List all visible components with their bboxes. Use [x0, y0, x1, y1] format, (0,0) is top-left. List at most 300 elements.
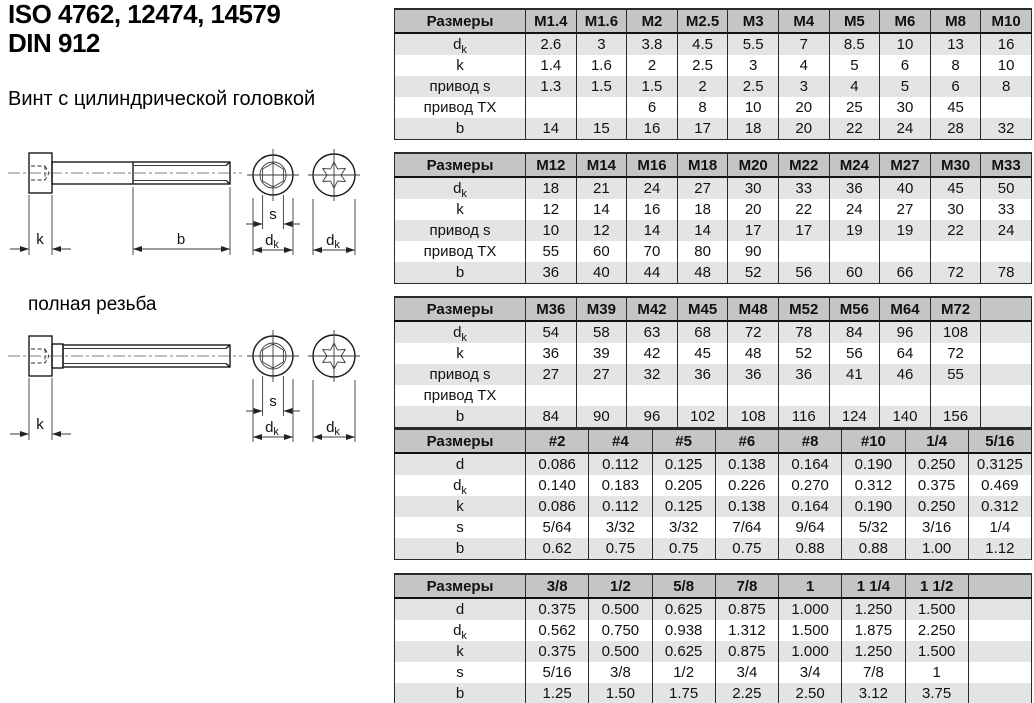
value-cell: 60	[829, 262, 880, 284]
value-cell	[968, 683, 1031, 703]
value-cell: 0.469	[968, 475, 1031, 496]
value-cell: 64	[880, 343, 931, 364]
dim-label-dk: $d_k$	[326, 419, 340, 438]
value-cell: 7/64	[715, 517, 778, 538]
size-column-header: M14	[576, 153, 627, 177]
hex-socket-end-view	[247, 330, 299, 382]
value-cell: 14	[677, 220, 728, 241]
table-row	[395, 406, 1032, 428]
value-cell: 2.25	[715, 683, 778, 703]
value-cell: 3/16	[905, 517, 968, 538]
table-metric-1	[394, 8, 1032, 140]
size-column-header	[981, 297, 1032, 321]
size-column-title: Размеры	[395, 429, 526, 453]
value-cell: 36	[728, 364, 779, 385]
value-cell: 22	[930, 220, 981, 241]
value-cell: 8	[930, 55, 981, 76]
size-column-header: M33	[981, 153, 1032, 177]
value-cell	[981, 241, 1032, 262]
value-cell: 3/8	[589, 662, 652, 683]
value-cell: 0.125	[652, 496, 715, 517]
value-cell	[981, 406, 1032, 428]
value-cell: 8	[677, 97, 728, 118]
value-cell: 2	[627, 55, 678, 76]
value-cell: 0.625	[652, 598, 715, 620]
value-cell: 0.226	[715, 475, 778, 496]
table-row	[395, 662, 1032, 683]
value-cell: 33	[778, 177, 829, 199]
value-cell: 3/4	[715, 662, 778, 683]
value-cell: 0.164	[779, 453, 842, 475]
value-cell: 68	[677, 321, 728, 343]
value-cell: 1.500	[905, 641, 968, 662]
value-cell: 17	[778, 220, 829, 241]
value-cell: 9/64	[779, 517, 842, 538]
screw-drawing-full-thread	[0, 328, 390, 448]
table-inch-1	[394, 428, 1032, 560]
value-cell	[930, 385, 981, 406]
value-cell	[968, 620, 1031, 641]
value-cell: 30	[880, 97, 931, 118]
value-cell: 1.4	[526, 55, 577, 76]
value-cell: 63	[627, 321, 678, 343]
table-row	[395, 262, 1032, 284]
value-cell: 19	[829, 220, 880, 241]
value-cell	[880, 241, 931, 262]
value-cell: 78	[778, 321, 829, 343]
size-column-header: M39	[576, 297, 627, 321]
size-column-header: #2	[526, 429, 589, 453]
dim-label-dk: $d_k$	[265, 232, 279, 251]
value-cell: 5.5	[728, 33, 779, 55]
value-cell: 0.75	[652, 538, 715, 560]
value-cell: 3.75	[905, 683, 968, 703]
size-column-header: M27	[880, 153, 931, 177]
dim-label-s: s	[269, 393, 277, 410]
value-cell: 1.500	[905, 598, 968, 620]
value-cell: 58	[576, 321, 627, 343]
value-cell: 0.270	[779, 475, 842, 496]
value-cell: 18	[677, 199, 728, 220]
value-cell: 16	[981, 33, 1032, 55]
value-cell: 84	[526, 406, 577, 428]
value-cell: 0.875	[715, 641, 778, 662]
value-cell: 0.938	[652, 620, 715, 641]
size-column-header: M30	[930, 153, 981, 177]
value-cell: 27	[677, 177, 728, 199]
torx-end-view	[308, 149, 360, 201]
value-cell: 2.5	[677, 55, 728, 76]
table-row	[395, 598, 1032, 620]
value-cell: 1.000	[779, 641, 842, 662]
value-cell: 14	[526, 118, 577, 140]
value-cell: 0.375	[526, 598, 589, 620]
size-column-header: M3	[728, 9, 779, 33]
value-cell: 19	[880, 220, 931, 241]
size-column-header: M16	[627, 153, 678, 177]
value-cell: 0.250	[905, 453, 968, 475]
value-cell: 0.500	[589, 598, 652, 620]
value-cell: 6	[880, 55, 931, 76]
value-cell: 27	[880, 199, 931, 220]
size-column-header: M2	[627, 9, 678, 33]
size-column-header: M56	[829, 297, 880, 321]
value-cell: 1.250	[842, 641, 905, 662]
value-cell: 80	[677, 241, 728, 262]
value-cell: 48	[728, 343, 779, 364]
value-cell: 108	[930, 321, 981, 343]
value-cell: 108	[728, 406, 779, 428]
size-column-title: Размеры	[395, 574, 526, 598]
dim-label-k: k	[36, 416, 44, 433]
value-cell: 0.138	[715, 453, 778, 475]
value-cell	[778, 241, 829, 262]
value-cell: 0.75	[589, 538, 652, 560]
row-label: k	[395, 641, 526, 662]
size-column-header: M24	[829, 153, 880, 177]
value-cell: 102	[677, 406, 728, 428]
value-cell: 7/8	[842, 662, 905, 683]
full-thread-label: полная резьба	[28, 294, 157, 315]
value-cell: 12	[526, 199, 577, 220]
value-cell: 36	[526, 343, 577, 364]
value-cell: 22	[829, 118, 880, 140]
value-cell: 3.12	[842, 683, 905, 703]
torx-end-view	[308, 330, 360, 382]
value-cell: 0.375	[905, 475, 968, 496]
value-cell: 15	[576, 118, 627, 140]
row-label: d	[395, 453, 526, 475]
value-cell: 14	[627, 220, 678, 241]
size-column-header: M22	[778, 153, 829, 177]
value-cell: 39	[576, 343, 627, 364]
table-row	[395, 55, 1032, 76]
table-row	[395, 538, 1032, 560]
value-cell: 30	[930, 199, 981, 220]
value-cell: 2.5	[728, 76, 779, 97]
value-cell	[627, 385, 678, 406]
value-cell: 55	[930, 364, 981, 385]
table-row	[395, 385, 1032, 406]
product-subtitle: Винт с цилиндрической головкой	[8, 88, 316, 110]
table-row	[395, 97, 1032, 118]
value-cell: 1.000	[779, 598, 842, 620]
value-cell	[526, 97, 577, 118]
value-cell: 3	[576, 33, 627, 55]
value-cell: 1.5	[576, 76, 627, 97]
value-cell: 17	[677, 118, 728, 140]
value-cell: 1.5	[627, 76, 678, 97]
value-cell: 36	[829, 177, 880, 199]
row-label: k	[395, 343, 526, 364]
table-row	[395, 199, 1032, 220]
value-cell: 16	[627, 199, 678, 220]
title-block	[8, 0, 280, 58]
value-cell: 40	[880, 177, 931, 199]
value-cell: 0.250	[905, 496, 968, 517]
table-metric-2	[394, 152, 1032, 284]
value-cell: 20	[728, 199, 779, 220]
size-column-header: M72	[930, 297, 981, 321]
value-cell: 60	[576, 241, 627, 262]
table-row	[395, 453, 1032, 475]
value-cell: 44	[627, 262, 678, 284]
value-cell: 30	[728, 177, 779, 199]
value-cell: 24	[880, 118, 931, 140]
value-cell: 36	[526, 262, 577, 284]
value-cell	[677, 385, 728, 406]
row-label: привод s	[395, 76, 526, 97]
value-cell: 18	[526, 177, 577, 199]
size-column-header: M2.5	[677, 9, 728, 33]
value-cell: 5/32	[842, 517, 905, 538]
value-cell: 1/4	[968, 517, 1031, 538]
value-cell: 3	[728, 55, 779, 76]
dim-label-k: k	[36, 231, 44, 248]
value-cell: 70	[627, 241, 678, 262]
value-cell: 48	[677, 262, 728, 284]
screw-drawing-partial-thread	[0, 143, 390, 265]
table-row	[395, 343, 1032, 364]
value-cell: 17	[728, 220, 779, 241]
value-cell: 0.375	[526, 641, 589, 662]
value-cell	[930, 241, 981, 262]
value-cell	[576, 97, 627, 118]
standards-title-line1: ISO 4762, 12474, 14579	[8, 0, 281, 29]
value-cell	[981, 385, 1032, 406]
value-cell: 116	[778, 406, 829, 428]
row-label: $d_k$	[395, 33, 526, 55]
table-row	[395, 620, 1032, 641]
value-cell: 21	[576, 177, 627, 199]
value-cell: 5	[880, 76, 931, 97]
row-label: $d_k$	[395, 321, 526, 343]
value-cell: 0.500	[589, 641, 652, 662]
value-cell: 0.88	[779, 538, 842, 560]
size-column-header: 1 1/4	[842, 574, 905, 598]
hex-socket-end-view	[247, 149, 299, 201]
value-cell: 66	[880, 262, 931, 284]
row-label: b	[395, 683, 526, 703]
value-cell: 0.312	[842, 475, 905, 496]
size-column-header: 7/8	[715, 574, 778, 598]
row-label: привод TX	[395, 241, 526, 262]
value-cell: 22	[778, 199, 829, 220]
size-column-header: M64	[880, 297, 931, 321]
size-column-header: M12	[526, 153, 577, 177]
value-cell: 2.50	[779, 683, 842, 703]
value-cell: 0.138	[715, 496, 778, 517]
value-cell: 72	[728, 321, 779, 343]
value-cell: 0.62	[526, 538, 589, 560]
value-cell: 8	[981, 76, 1032, 97]
value-cell: 1.250	[842, 598, 905, 620]
value-cell: 90	[576, 406, 627, 428]
value-cell: 1	[905, 662, 968, 683]
value-cell: 2.6	[526, 33, 577, 55]
value-cell: 55	[526, 241, 577, 262]
value-cell: 46	[880, 364, 931, 385]
value-cell: 0.625	[652, 641, 715, 662]
value-cell: 5/16	[526, 662, 589, 683]
value-cell: 36	[677, 364, 728, 385]
value-cell: 140	[880, 406, 931, 428]
value-cell: 1.500	[779, 620, 842, 641]
dim-label-s: s	[269, 206, 277, 223]
size-column-header: 3/8	[526, 574, 589, 598]
value-cell: 45	[930, 97, 981, 118]
value-cell	[829, 241, 880, 262]
value-cell: 0.205	[652, 475, 715, 496]
table-row	[395, 475, 1032, 496]
value-cell: 5	[829, 55, 880, 76]
value-cell: 1.875	[842, 620, 905, 641]
value-cell: 124	[829, 406, 880, 428]
value-cell	[981, 343, 1032, 364]
value-cell	[778, 385, 829, 406]
value-cell: 0.086	[526, 453, 589, 475]
value-cell: 10	[728, 97, 779, 118]
size-column-header: 5/16	[968, 429, 1031, 453]
value-cell: 28	[930, 118, 981, 140]
value-cell: 24	[829, 199, 880, 220]
value-cell: 10	[880, 33, 931, 55]
value-cell: 20	[778, 97, 829, 118]
size-column-header: M1.4	[526, 9, 577, 33]
table-row	[395, 683, 1032, 703]
table-row	[395, 118, 1032, 140]
size-column-header: M18	[677, 153, 728, 177]
value-cell: 25	[829, 97, 880, 118]
value-cell: 1.50	[589, 683, 652, 703]
value-cell: 52	[778, 343, 829, 364]
table-row	[395, 364, 1032, 385]
row-label: привод TX	[395, 385, 526, 406]
row-label: b	[395, 262, 526, 284]
value-cell: 3/4	[779, 662, 842, 683]
row-label: $d_k$	[395, 620, 526, 641]
row-label: k	[395, 199, 526, 220]
size-column-header: #10	[842, 429, 905, 453]
size-column-title: Размеры	[395, 9, 526, 33]
value-cell: 3.8	[627, 33, 678, 55]
table-row	[395, 241, 1032, 262]
table-row	[395, 177, 1032, 199]
value-cell: 42	[627, 343, 678, 364]
table-inch-2	[394, 573, 1032, 703]
value-cell: 0.75	[715, 538, 778, 560]
value-cell: 0.312	[968, 496, 1031, 517]
row-label: b	[395, 406, 526, 428]
value-cell: 0.112	[589, 453, 652, 475]
value-cell: 27	[526, 364, 577, 385]
value-cell: 6	[930, 76, 981, 97]
standards-title-line2: DIN 912	[8, 28, 100, 58]
value-cell: 6	[627, 97, 678, 118]
row-label: b	[395, 538, 526, 560]
value-cell: 0.086	[526, 496, 589, 517]
value-cell: 24	[627, 177, 678, 199]
size-column-header: M10	[981, 9, 1032, 33]
value-cell: 1.25	[526, 683, 589, 703]
value-cell: 50	[981, 177, 1032, 199]
row-label: привод TX	[395, 97, 526, 118]
value-cell	[526, 385, 577, 406]
table-metric-3	[394, 296, 1032, 428]
value-cell: 1.312	[715, 620, 778, 641]
dim-label-dk: $d_k$	[265, 419, 279, 438]
value-cell: 45	[677, 343, 728, 364]
value-cell: 1.3	[526, 76, 577, 97]
value-cell: 0.562	[526, 620, 589, 641]
value-cell: 1.00	[905, 538, 968, 560]
row-label: привод s	[395, 220, 526, 241]
row-label: s	[395, 662, 526, 683]
value-cell: 0.875	[715, 598, 778, 620]
value-cell: 20	[778, 118, 829, 140]
table-row	[395, 220, 1032, 241]
value-cell: 0.190	[842, 453, 905, 475]
value-cell: 0.190	[842, 496, 905, 517]
size-column-header: M48	[728, 297, 779, 321]
value-cell: 2.250	[905, 620, 968, 641]
value-cell	[981, 321, 1032, 343]
value-cell: 32	[627, 364, 678, 385]
table-row	[395, 321, 1032, 343]
dim-label-dk: $d_k$	[326, 232, 340, 251]
dim-label-b: b	[176, 231, 186, 248]
size-column-header: M4	[778, 9, 829, 33]
value-cell	[981, 97, 1032, 118]
value-cell: 84	[829, 321, 880, 343]
value-cell: 1/2	[652, 662, 715, 683]
size-column-header: #4	[589, 429, 652, 453]
value-cell: 0.140	[526, 475, 589, 496]
value-cell: 45	[930, 177, 981, 199]
value-cell: 3/32	[652, 517, 715, 538]
row-label: b	[395, 118, 526, 140]
value-cell: 1.12	[968, 538, 1031, 560]
row-label: привод s	[395, 364, 526, 385]
value-cell: 78	[981, 262, 1032, 284]
value-cell: 54	[526, 321, 577, 343]
value-cell: 33	[981, 199, 1032, 220]
value-cell: 40	[576, 262, 627, 284]
value-cell: 41	[829, 364, 880, 385]
size-column-header: 1 1/2	[905, 574, 968, 598]
value-cell	[981, 364, 1032, 385]
value-cell: 7	[778, 33, 829, 55]
size-column-title: Размеры	[395, 297, 526, 321]
size-column-header: M8	[930, 9, 981, 33]
row-label: $d_k$	[395, 475, 526, 496]
value-cell: 4	[778, 55, 829, 76]
value-cell	[576, 385, 627, 406]
size-column-header: #6	[715, 429, 778, 453]
size-column-header: M1.6	[576, 9, 627, 33]
value-cell: 156	[930, 406, 981, 428]
value-cell: 0.183	[589, 475, 652, 496]
row-label: d	[395, 598, 526, 620]
table-row	[395, 641, 1032, 662]
value-cell: 10	[981, 55, 1032, 76]
value-cell: 12	[576, 220, 627, 241]
value-cell: 0.88	[842, 538, 905, 560]
size-column-header: 1/4	[905, 429, 968, 453]
value-cell: 3/32	[589, 517, 652, 538]
row-label: k	[395, 55, 526, 76]
value-cell: 8.5	[829, 33, 880, 55]
